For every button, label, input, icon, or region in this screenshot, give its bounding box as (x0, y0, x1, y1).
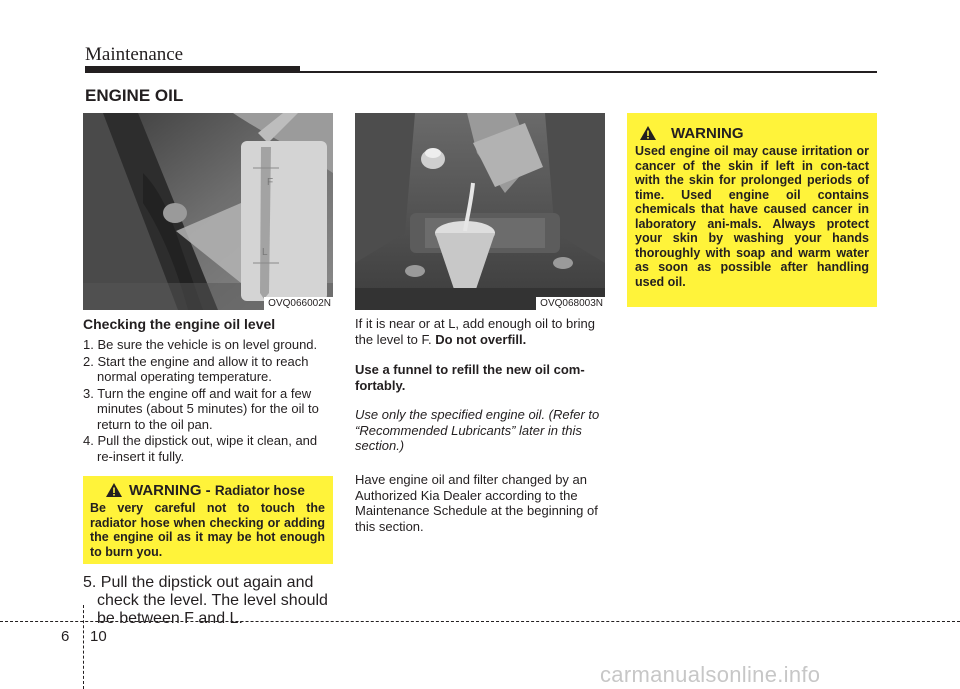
header-rule-thin (300, 71, 877, 73)
dipstick-illustration (83, 113, 333, 310)
warning-used-oil-title: WARNING (671, 124, 744, 142)
page-number: 10 (90, 628, 107, 645)
image-caption: OVQ066002N (264, 297, 333, 310)
step-1: 1. Be sure the vehicle is on level ground. (83, 337, 318, 352)
footer-divider (83, 605, 85, 689)
warning-used-oil-box (627, 113, 877, 307)
do-not-overfill: Do not overfill. (435, 331, 527, 347)
warning-used-oil-text: Used engine oil may cause irritation or cancer of the skin if left in con-tact with the skin for prolonged periods of time. Used engine oil contains chemicals that have caused cancer in laboratory ani-mals. Always protect your skin by washing your hands thoroughly with soap and warm water as soon as possible after handling used oil. (635, 144, 869, 289)
refill-instruction (355, 316, 605, 347)
warning-radiator-text: Be very careful not to touch the radiator hose when checking or adding the engine oil as it may be hot enough to burn you. (90, 501, 325, 559)
warning-triangle-icon (639, 125, 657, 141)
image-caption: OVQ068003N (536, 297, 605, 310)
dealer-service-note: Have engine oil and filter changed by an Authorized Kia Dealer according to the Maintenance Schedule at the beginning of this section. (355, 472, 598, 534)
footer-rule (0, 621, 960, 622)
section-number: 6 (61, 628, 70, 645)
warning-radiator-header (83, 476, 333, 500)
dipstick-mark-f: F (267, 177, 274, 188)
section-title: ENGINE OIL (85, 86, 184, 105)
oil-check-steps (83, 337, 333, 465)
warning-used-oil-header (627, 113, 877, 144)
step-5 (83, 574, 333, 628)
oil-funnel-photo (355, 113, 605, 310)
step-2: 2. Start the engine and allow it to reach normal operating temperature. (83, 353, 309, 384)
step-5-text: 5. Pull the dipstick out again and check the level. The level should be between F and L. (83, 574, 328, 627)
warning-triangle-icon (105, 482, 123, 498)
page-header-title: Maintenance (85, 44, 184, 65)
dipstick-photo (83, 113, 333, 310)
header-rule-thick (85, 66, 300, 73)
funnel-illustration (355, 113, 605, 310)
specified-oil-note: Use only the specified engine oil. (Refer to “Recommended Lubricants” later in this section.) (355, 407, 600, 453)
dipstick-mark-l: L (262, 247, 268, 258)
warning-radiator-subtitle: Radiator hose (214, 482, 305, 498)
funnel-tip: Use a funnel to refill the new oil com-fortably. (355, 362, 585, 393)
site-watermark: carmanualsonline.info (600, 662, 821, 687)
warning-radiator-title: WARNING - (129, 481, 215, 499)
step-3: 3. Turn the engine off and wait for a few minutes (about 5 minutes) for the oil to return to the oil pan. (83, 385, 319, 432)
warning-radiator-box (83, 476, 333, 564)
refill-text: If it is near or at L, add enough oil to bring the level to F. (355, 316, 595, 347)
checking-oil-heading: Checking the engine oil level (83, 316, 276, 332)
step-4: 4. Pull the dipstick out, wipe it clean, and re-insert it fully. (83, 433, 318, 464)
